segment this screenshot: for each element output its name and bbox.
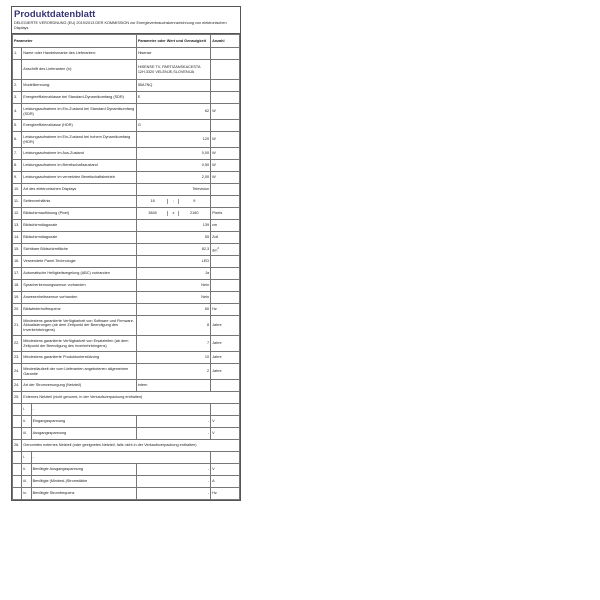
table-row (13, 132, 240, 148)
row-number: 24. (13, 364, 22, 380)
row-unit: Jahre (211, 336, 240, 352)
row-label: Bildschirmdiagonale (22, 232, 137, 244)
ratio-height: 9 (193, 199, 196, 204)
row-unit: Zoll (211, 232, 240, 244)
row-value: 60 (136, 304, 210, 316)
row-value: Nein (136, 280, 210, 292)
row-label: Energieeffizienzklasse bei Standard-Dynamikumfang (SDR) (22, 92, 137, 104)
row-label: Genormtes externes Netzteil (oder geeignetes Netzteil, falls nicht in der Verkaufsverpackung enthalten) (22, 440, 240, 452)
ratio-separator: : (167, 199, 179, 204)
row-number: 14. (13, 232, 22, 244)
row-label: Leistungsaufnahme im Aus-Zustand (22, 148, 137, 160)
row-value: 10 (136, 352, 210, 364)
row-value: intern (136, 380, 210, 392)
row-label: Art des elektronischen Displays (22, 184, 137, 196)
row-value: - (136, 428, 210, 440)
row-unit: W (211, 160, 240, 172)
row-unit: A (211, 476, 240, 488)
table-row (13, 280, 240, 292)
row-number: 24. (13, 380, 22, 392)
row-label: Mindestens garantierte Verfügbarkeit von Software und Firmware-Aktualisierungen (ab dem Zeitpunkt der Beendigung des Inverkehrbringens) (22, 316, 137, 336)
row-unit: Hz (211, 304, 240, 316)
row-unit: $dm^2$ (211, 244, 240, 256)
row-unit: W (211, 172, 240, 184)
row-label: Externes Netzteil (nicht genormt, in der Verkaufsverpackung enthalten) (22, 392, 240, 404)
row-number: 1. (13, 48, 22, 60)
table-row (13, 196, 240, 208)
resolution-width: 3840 (148, 211, 157, 216)
row-label: Leistungsaufnahme im vernetzten Bereitschaftsbetrieb (22, 172, 137, 184)
row-number: 12. (13, 208, 22, 220)
row-value: Ja (136, 268, 210, 280)
row-value: Hisense (136, 48, 210, 60)
row-value: 139 (136, 220, 210, 232)
row-label: Verwendete Panel-Technologie (22, 256, 137, 268)
row-label: Bildschirmdiagonale (22, 220, 137, 232)
row-number: 8. (13, 160, 22, 172)
row-value: 0,00 (136, 148, 210, 160)
resolution-cell (136, 208, 210, 220)
row-value: 55 (136, 232, 210, 244)
row-number: 19. (13, 292, 22, 304)
row-label: Anschrift des Lieferanten (b): (22, 60, 137, 80)
row-value: LED (136, 256, 210, 268)
row-number: 25. (13, 392, 22, 404)
table-row (13, 416, 240, 428)
row-number: 26. (13, 440, 22, 452)
resolution-separator: x (167, 211, 179, 216)
row-number: 3. (13, 92, 22, 104)
table-row (13, 184, 240, 196)
table-row (13, 304, 240, 316)
row-unit: Pixels (211, 208, 240, 220)
row-label: Mindestlaufzeit der vom Lieferanten angebotenen allgemeinen Garantie (22, 364, 137, 380)
row-label: Ausgangsspannung (31, 428, 136, 440)
row-label: Automatische Helligkeitsregelung (ABC) vorhanden (22, 268, 137, 280)
row-value: E (136, 92, 210, 104)
row-label: Eingangsspannung (31, 416, 136, 428)
row-number: 22. (13, 336, 22, 352)
row-value: 8 (136, 316, 210, 336)
table-row (13, 392, 240, 404)
row-label: Spracherkennungssensor vorhanden (22, 280, 137, 292)
table-header-row (13, 35, 240, 48)
table-row (13, 92, 240, 104)
table-row (13, 404, 240, 416)
row-value: - (136, 476, 210, 488)
row-unit: cm (211, 220, 240, 232)
row-label: Bildwiederholfrequenz (22, 304, 137, 316)
row-value: Television (136, 184, 210, 196)
row-label: Leistungsaufnahme im Ein-Zustand bei Standard Dynamikumfang (SDR) (22, 104, 137, 120)
row-label: Mindestens garantierte Produktunterstützung (22, 352, 137, 364)
row-number: 4. (13, 104, 22, 120)
row-value: 120 (136, 132, 210, 148)
header-parameter: Parameter (13, 35, 137, 48)
row-unit: Hz (211, 488, 240, 500)
table-row (13, 104, 240, 120)
table-row (13, 452, 240, 464)
row-value: 7 (136, 336, 210, 352)
row-value: G (136, 120, 210, 132)
page-title: Produktdatenblatt (14, 9, 96, 20)
row-value: 82,3 (136, 244, 210, 256)
row-label: - (31, 452, 211, 464)
row-label: Anwesenheitssensor vorhanden (22, 292, 137, 304)
row-subnumber: i. (22, 404, 31, 416)
table-row (13, 268, 240, 280)
row-value: - (136, 464, 210, 476)
row-unit: Jahre (211, 352, 240, 364)
row-number: 20. (13, 304, 22, 316)
aspect-ratio-cell (136, 196, 210, 208)
row-subnumber: iii. (22, 476, 31, 488)
header-value: Parameter oder Wert und Genauigkeit (136, 35, 210, 48)
table-row (13, 208, 240, 220)
row-unit: Jahre (211, 364, 240, 380)
row-number: 2. (13, 80, 22, 92)
table-row (13, 120, 240, 132)
row-label: Benötigte Ausgangsspannung (31, 464, 136, 476)
row-unit: W (211, 148, 240, 160)
row-number: 9. (13, 172, 22, 184)
row-unit: V (211, 428, 240, 440)
row-value: - (136, 488, 210, 500)
row-unit: Jahre (211, 316, 240, 336)
row-unit: W (211, 132, 240, 148)
row-number: 13. (13, 220, 22, 232)
row-number: 17. (13, 268, 22, 280)
table-row (13, 364, 240, 380)
table-row (13, 172, 240, 184)
row-unit: V (211, 464, 240, 476)
table-row (13, 380, 240, 392)
product-data-sheet (11, 6, 241, 501)
row-value: 2 (136, 364, 210, 380)
table-row (13, 476, 240, 488)
row-unit: W (211, 104, 240, 120)
row-label: Leistungsaufnahme im Ein-Zustand bei hohem Dynamikumfang (HDR) (22, 132, 137, 148)
row-label: Mindestens garantierte Verfügbarkeit von Ersatzteilen (ab dem Zeitpunkt der Beendigung des Inverkehrbringens) (22, 336, 137, 352)
table-row (13, 292, 240, 304)
row-label: Bildschirmauflösung (Pixel) (22, 208, 137, 220)
row-value: Nein (136, 292, 210, 304)
row-value: 55A7NQ (136, 80, 210, 92)
table-row (13, 336, 240, 352)
table-row (13, 60, 240, 80)
row-number: 7. (13, 148, 22, 160)
table-row (13, 256, 240, 268)
row-number: 16. (13, 256, 22, 268)
row-label: Benötigte Stromfrequenz (31, 488, 136, 500)
regulation-subtitle: DELEGIERTE VERORDNUNG (EU) 2019/2013 DER KOMMISSION zur Energieverbrauchskennzeichnung von elektronischen Displays (12, 21, 240, 34)
table-row (13, 160, 240, 172)
table-row (13, 220, 240, 232)
row-number: 5. (13, 120, 22, 132)
table-row (13, 464, 240, 476)
row-number: 15. (13, 244, 22, 256)
row-label: - (31, 404, 211, 416)
parameters-table (12, 34, 240, 500)
table-row (13, 488, 240, 500)
row-number: 21. (13, 316, 22, 336)
row-label: Name oder Handelsmarke des Lieferanten: (22, 48, 137, 60)
row-value: 2,00 (136, 172, 210, 184)
row-number: 6. (13, 132, 22, 148)
row-label: Leistungsaufnahme im Bereitschaftszustand (22, 160, 137, 172)
row-number: 23. (13, 352, 22, 364)
row-label: Modellkennung: (22, 80, 137, 92)
row-subnumber: i. (22, 452, 31, 464)
table-row (13, 232, 240, 244)
row-subnumber: iii. (22, 428, 31, 440)
row-label: Seitenverhältnis (22, 196, 137, 208)
row-label: Sichtbare Bildschirmfläche (22, 244, 137, 256)
table-row (13, 352, 240, 364)
row-value: 0,50 (136, 160, 210, 172)
row-subnumber: iv. (22, 488, 31, 500)
row-subnumber: ii. (22, 416, 31, 428)
row-label: Art der Stromversorgung (Netzteil) (22, 380, 137, 392)
table-row (13, 80, 240, 92)
row-value: - (136, 416, 210, 428)
table-row (13, 440, 240, 452)
ratio-width: 16 (150, 199, 155, 204)
row-subnumber: ii. (22, 464, 31, 476)
row-label: Benötigte (Mindest-)Stromstärke (31, 476, 136, 488)
row-label: Energieeffizienzklasse (HDR) (22, 120, 137, 132)
row-unit: V (211, 416, 240, 428)
row-number: 11. (13, 196, 22, 208)
resolution-height: 2160 (190, 211, 199, 216)
table-row (13, 428, 240, 440)
table-row (13, 244, 240, 256)
row-value: HISENSE TV, PARTIZANSKACESTA 12H,3320 VELENJE,SLOVENIJA (136, 60, 210, 80)
table-row (13, 148, 240, 160)
table-row (13, 316, 240, 336)
row-number: 18. (13, 280, 22, 292)
row-number: 10. (13, 184, 22, 196)
header-unit: Anzahl (211, 35, 240, 48)
row-value: 62 (136, 104, 210, 120)
table-row (13, 48, 240, 60)
